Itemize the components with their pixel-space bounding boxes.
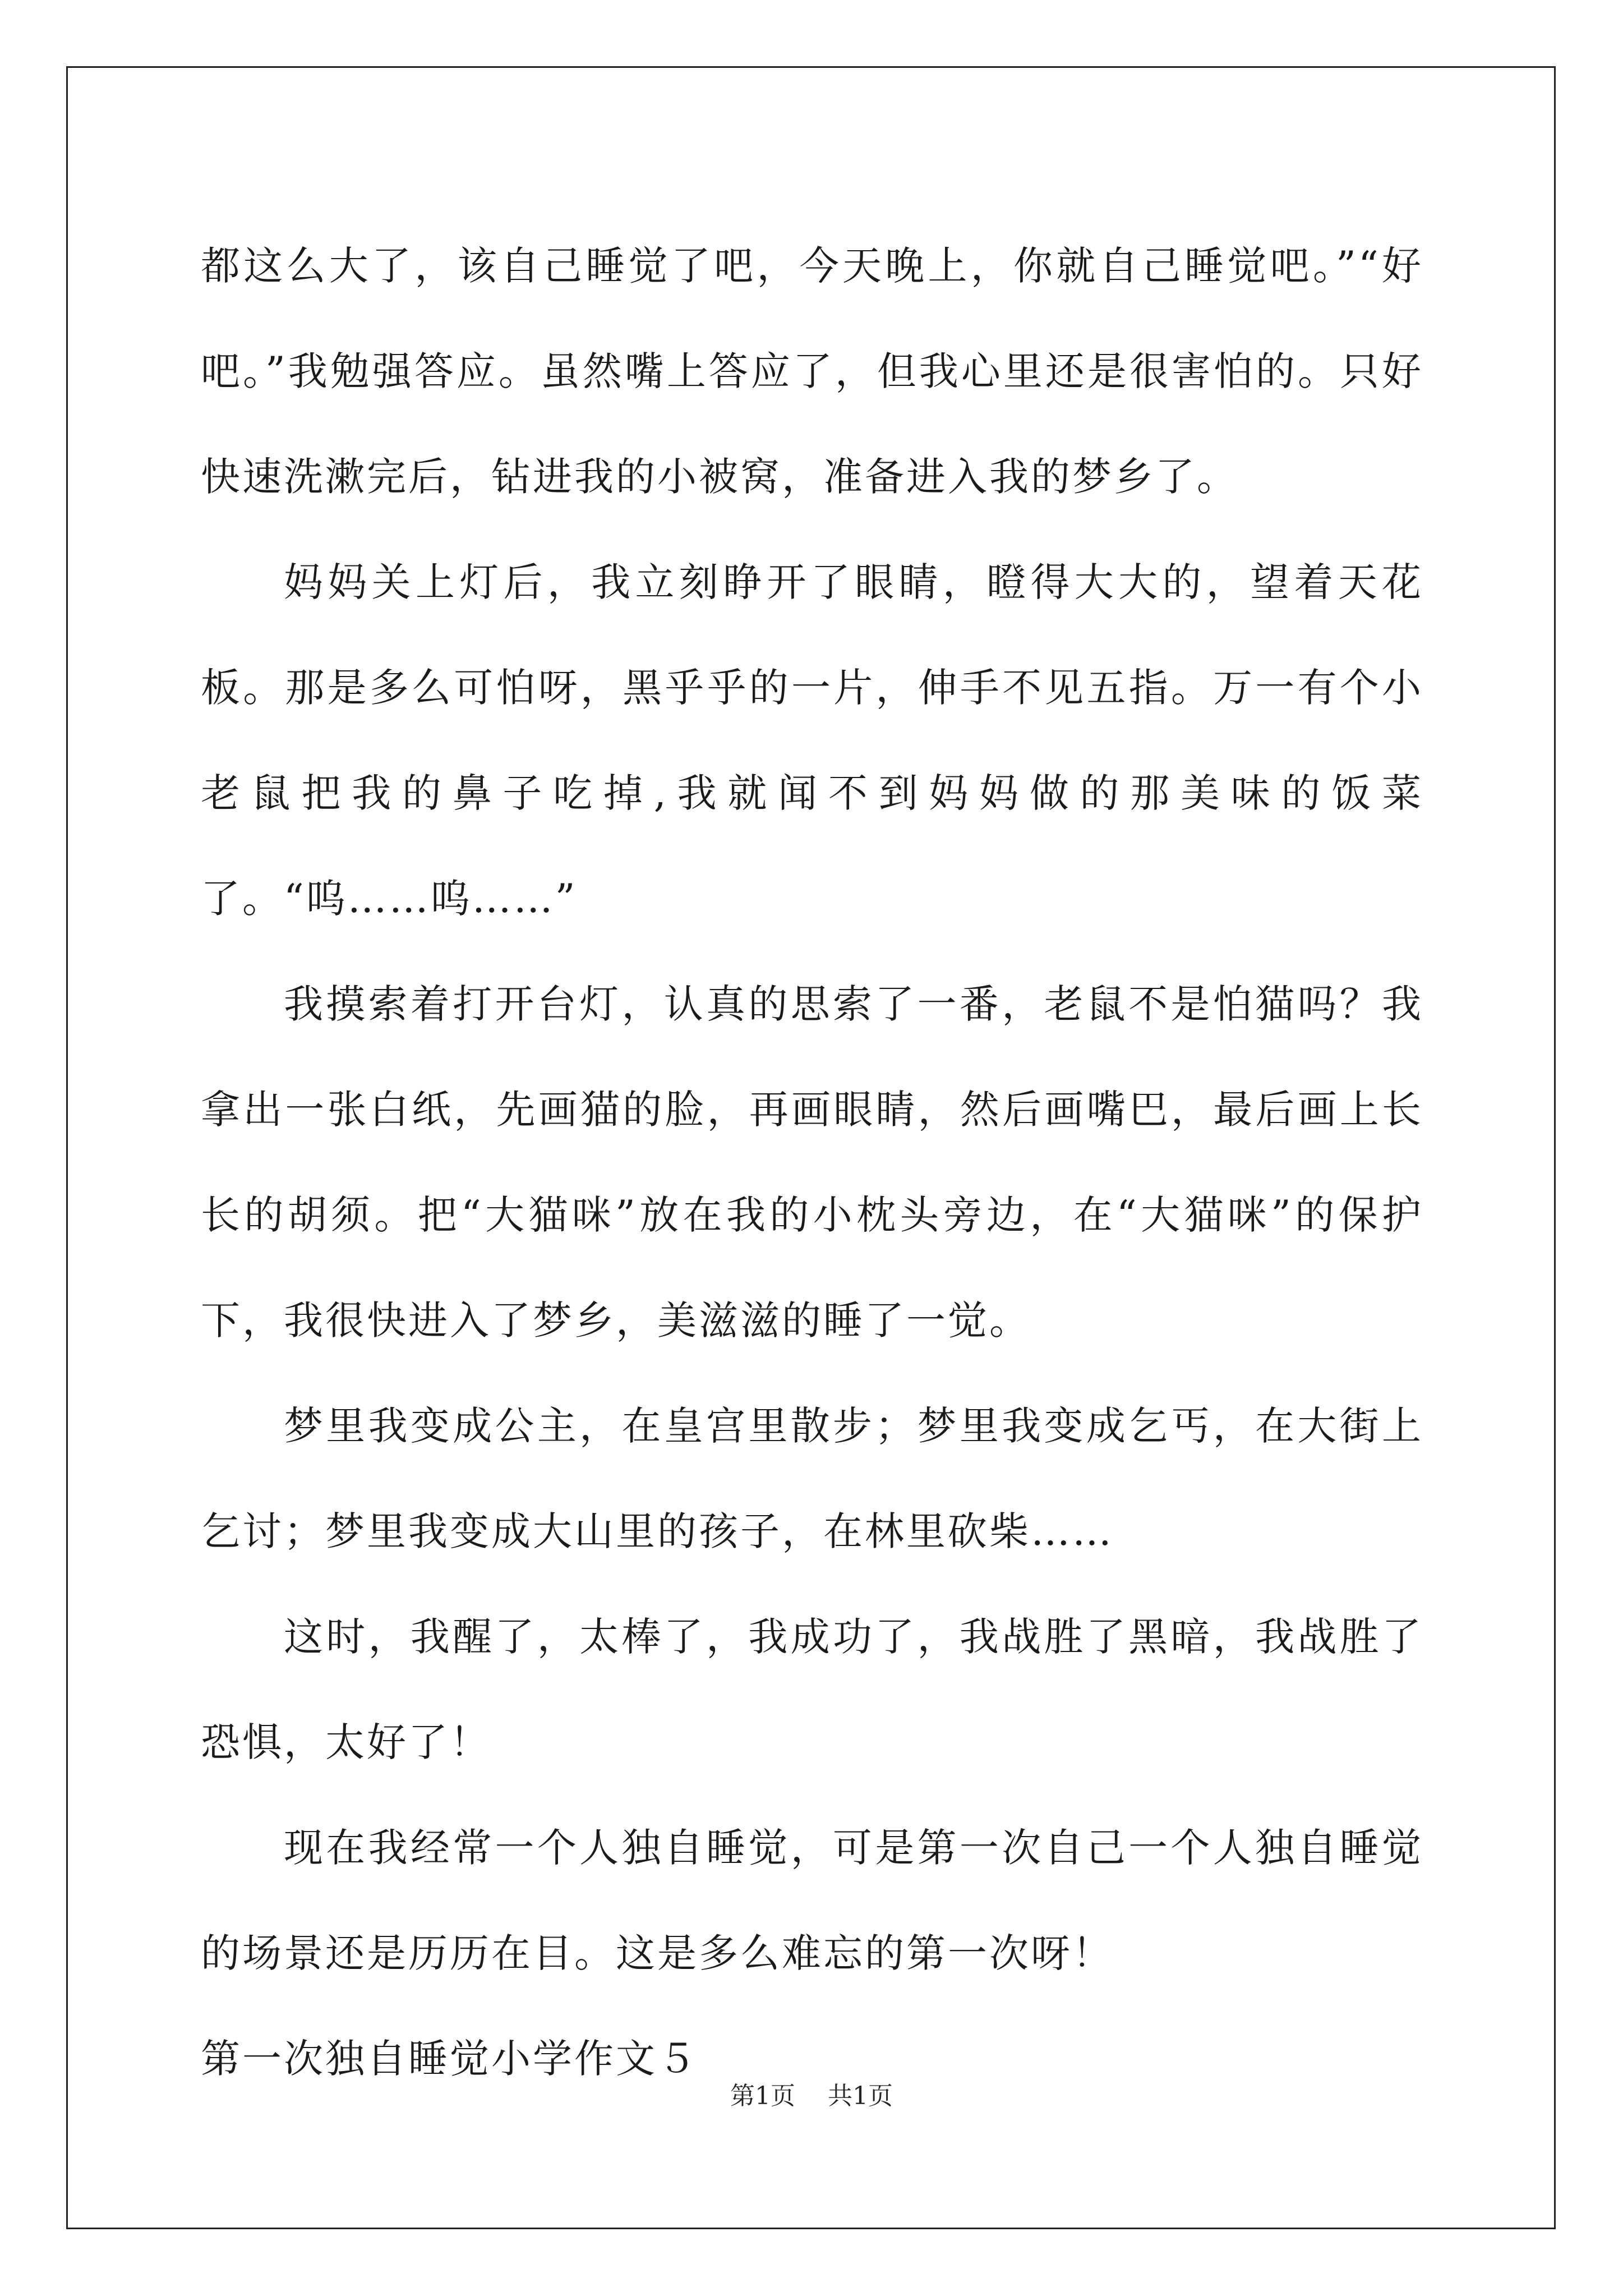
paragraph-dreams: 梦里我变成公主，在皇宫里散步；梦里我变成乞丐，在大街上乞讨；梦里我变成大山里的孩子，在林里砍柴…… [201, 1403, 1423, 1554]
page-footer [0, 2076, 1623, 2111]
paragraph-continuation: 都这么大了，该自己睡觉了吧，今天晚上，你就自己睡觉吧。”“好吧。”我勉强答应。虽然嘴上答应了，但我心里还是很害怕的。只好快速洗漱完后，钻进我的小被窝，准备进入我的梦乡了。 [201, 243, 1423, 500]
page-number: 第1页 [730, 2082, 795, 2110]
paragraph-lights-off: 妈妈关上灯后，我立刻睁开了眼睛，瞪得大大的，望着天花板。那是多么可怕呀，黑乎乎的一片，伸手不见五指。万一有个小老鼠把我的鼻子吃掉,我就闻不到妈妈做的那美味的饭菜了。“呜……呜……” [201, 559, 1423, 922]
essay-title-5: 第一次独自睡觉小学作文５ [201, 2036, 699, 2082]
document-body [201, 213, 1423, 2111]
paragraph-now: 现在我经常一个人独自睡觉，可是第一次自己一个人独自睡觉的场景还是历历在目。这是多么难忘的第一次呀！ [201, 1825, 1423, 1976]
page-total: 共1页 [828, 2082, 893, 2110]
paragraph-drawing-cat: 我摸索着打开台灯，认真的思索了一番，老鼠不是怕猫吗？我拿出一张白纸，先画猫的脸，再画眼睛，然后画嘴巴，最后画上长长的胡须。把“大猫咪”放在我的小枕头旁边，在“大猫咪”的保护下，我很快进入了梦乡，美滋滋的睡了一觉。 [201, 981, 1423, 1343]
paragraph-woke-up: 这时，我醒了，太棒了，我成功了，我战胜了黑暗，我战胜了恐惧，太好了！ [201, 1614, 1423, 1765]
